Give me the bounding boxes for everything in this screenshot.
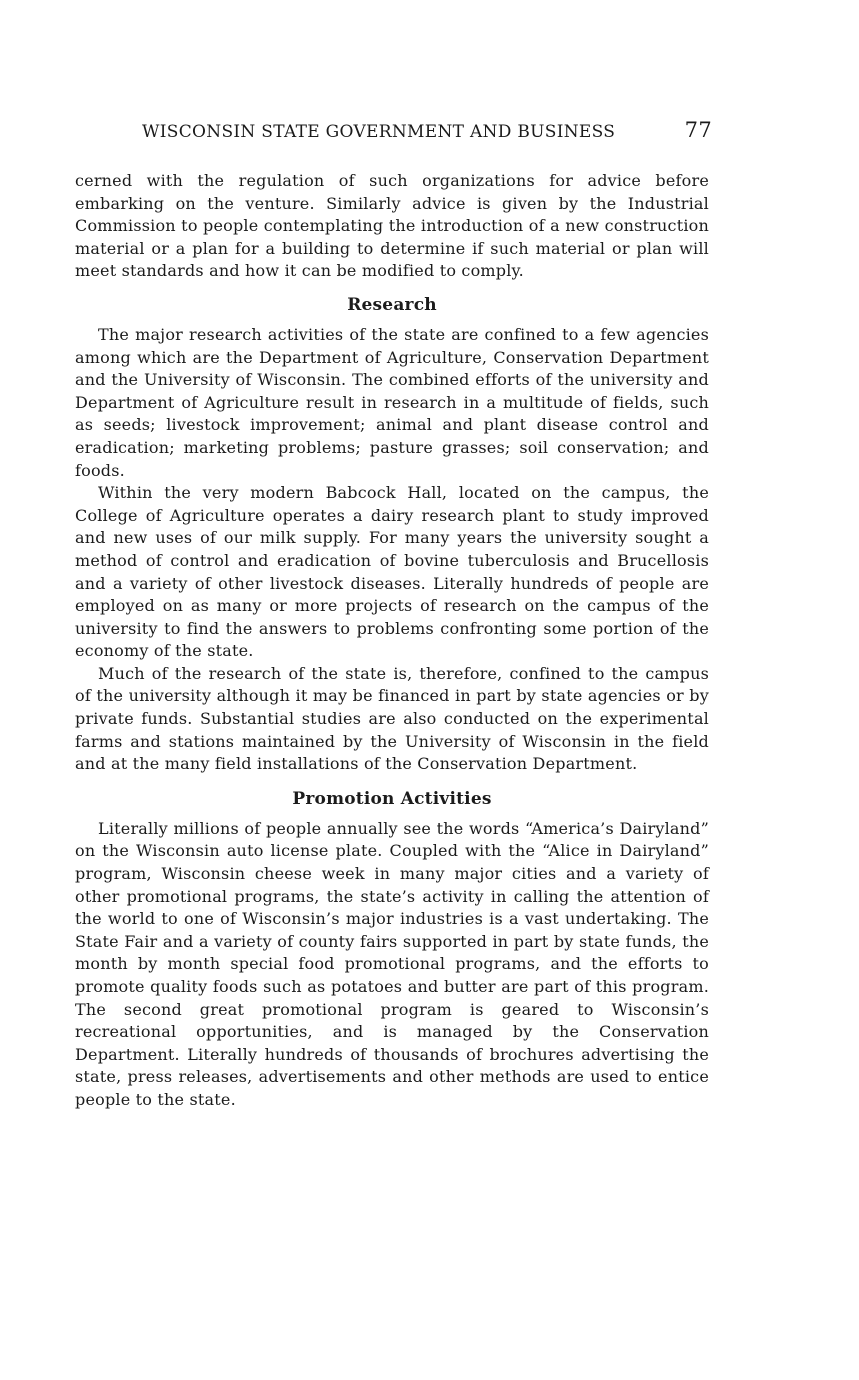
promotion-paragraph: Literally millions of people annually see the words “America’s Dairyland” on the Wisconsin auto license plate. Coupled with the “Alice in Dairyland” program, Wisconsin cheese week in many major cities and a variety of other promotional programs, the state’s activity in calling the attention of the world to one of Wisconsin’s major industries is a vast undertaking. The State Fair and a variety of county fairs supported in part by state funds, the month by month special food promotional programs, and the efforts to promote quality foods such as potatoes and butter are part of this program. The second great promotional program is geared to Wisconsin’s recreational opportunities, and is managed by the Conservation Department. Literally hundreds of thousands of brochures advertising the state, press releases, advertisements and other methods are used to entice people to the state. [75, 818, 709, 1109]
running-title: WISCONSIN STATE GOVERNMENT AND BUSINESS [142, 122, 616, 142]
running-head [142, 118, 712, 148]
page-number: 77 [684, 118, 712, 142]
continuation-paragraph: cerned with the regulation of such organizations for advice before embarking on the venture. Similarly advice is given by the Industrial Commission to people contemplating the introduction of a new construction material or a plan for a building to determine if such material or plan will meet standards and how it can be modified to comply. [75, 171, 709, 281]
research-paragraph: Much of the research of the state is, therefore, confined to the campus of the university although it may be financed in part by state agencies or by private funds. Substantial studies are also conducted on the experimental farms and stations maintained by the University of Wisconsin in the field and at the many field installations of the Conservation Department. [75, 663, 709, 774]
research-paragraph: Within the very modern Babcock Hall, located on the campus, the College of Agriculture operates a dairy research plant to study improved and new uses of our milk supply. For many years the university sought a method of control and eradication of bovine tuberculosis and Brucellosis and a variety of other livestock diseases. Literally hundreds of people are employed on as many or more projects of research on the campus of the university to find the answers to problems confronting some portion of the economy of the state. [75, 483, 709, 661]
section-heading-research: Research [347, 294, 437, 315]
research-paragraph: The major research activities of the state are confined to a few agencies among which are the Department of Agriculture, Conservation Department and the University of Wisconsin. The combined efforts of the university and Department of Agriculture result in research in a multitude of fields, such as seeds; livestock improvement; animal and plant disease control and eradication; marketing problems; pasture grasses; soil conservation; and foods. [75, 324, 709, 480]
section-heading-promotion: Promotion Activities [292, 788, 492, 809]
page-body [75, 170, 709, 1112]
